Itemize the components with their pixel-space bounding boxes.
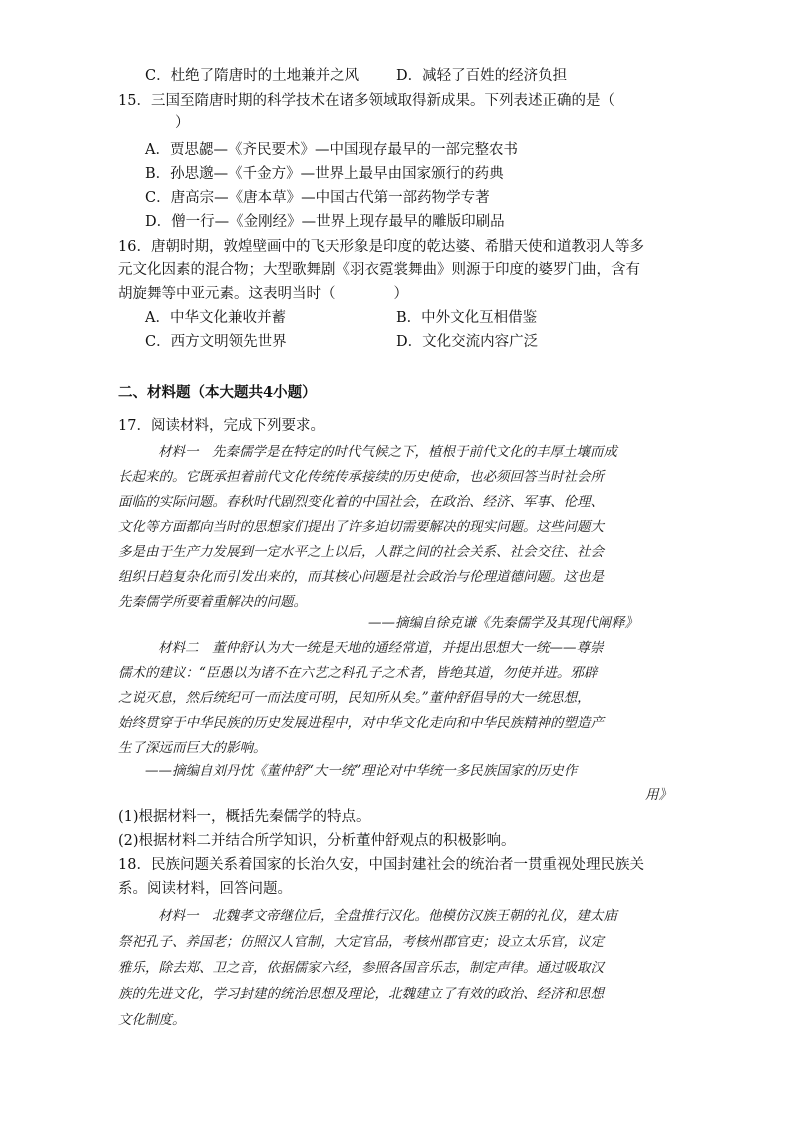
q17-material-2-line: 儒术的建议：“臣愚以为诸不在六艺之科孔子之术者，皆绝其道，勿使并进。邪辟: [118, 665, 598, 681]
q15-option-d: D．僧一行—《金刚经》—世界上现存最早的雕版印刷品: [145, 214, 505, 230]
q17-material-2-line: 材料二 董仲舒认为大一统是天地的通经常道，并提出思想大一统——尊崇: [158, 640, 604, 656]
q18-stem: 18．民族问题关系着国家的长治久安，中国封建社会的统治者一贯重视处理民族关: [118, 857, 644, 873]
q17-material-1-line: 多是由于生产力发展到一定水平之上以后，人群之间的社会关系、社会交往、社会: [118, 544, 604, 560]
q18-stem-2: 系。阅读材料，回答问题。: [118, 881, 292, 897]
q16-option-b: B．中外文化互相借鉴: [396, 310, 538, 326]
q16-option-a: A．中华文化兼收并蓄: [145, 310, 286, 326]
q18-material-1-line: 材料一 北魏孝文帝继位后，全盘推行汉化。他模仿汉族王朝的礼仪，建太庙: [158, 908, 617, 924]
q17-material-2-line: 生了深远而巨大的影响。: [118, 740, 267, 756]
q18-material-1-line: 文化制度。: [118, 1012, 186, 1028]
q18-material-1-line: 祭祀孔子、养国老；仿照汉人官制，大定官品，考核州郡官吏；设立太乐官，议定: [118, 934, 604, 950]
q15-option-c: C．唐高宗—《唐本草》—中国古代第一部药物学专著: [145, 190, 490, 206]
q17-material-1-line: 先秦儒学所要着重解决的问题。: [118, 594, 307, 610]
q17-material-1-line: 组织日趋复杂化而引发出来的，而其核心问题是社会政治与伦理道德问题。这也是: [118, 569, 604, 585]
q15-option-a: A．贾思勰—《齐民要术》—中国现存最早的一部完整农书: [145, 142, 518, 158]
q17-sub-question-2: (2)根据材料二并结合所学知识，分析董仲舒观点的积极影响。: [118, 833, 516, 849]
q15-stem-cont: ）: [175, 115, 190, 131]
q17-material-2-source: ——摘编自刘丹忱《董仲舒“大一统”理论对中华统一多民族国家的历史作: [145, 763, 578, 779]
q16-option-c: C．西方文明领先世界: [145, 334, 287, 350]
q18-material-1-line: 族的先进文化，学习封建的统治思想及理论，北魏建立了有效的政治、经济和思想: [118, 986, 604, 1002]
section-heading: 二、材料题（本大题共4小题）: [118, 384, 317, 401]
q17-stem: 17．阅读材料，完成下列要求。: [118, 418, 325, 434]
q17-material-1-line: 长起来的。它既承担着前代文化传统传承接续的历史使命，也必须回答当时社会所: [118, 469, 604, 485]
q14-option-c: C．杜绝了隋唐时的土地兼并之风: [145, 68, 360, 84]
q17-sub-question-1: (1)根据材料一，概括先秦儒学的特点。: [118, 809, 371, 825]
q14-option-d: D．减轻了百姓的经济负担: [396, 68, 568, 84]
q15-option-b: B．孙思邈—《千金方》—世界上最早由国家颁行的药典: [145, 166, 504, 182]
q17-material-2-line: 之说灭息，然后统纪可一而法度可明，民知所从矣。”董仲舒倡导的大一统思想，: [118, 690, 591, 706]
q16-option-d: D．文化交流内容广泛: [396, 334, 539, 350]
q17-material-2-line: 始终贯穿于中华民族的历史发展进程中，对中华文化走向和中华民族精神的塑造产: [118, 715, 604, 731]
q17-material-1-line: 材料一 先秦儒学是在特定的时代气候之下，植根于前代文化的丰厚土壤而成: [158, 444, 617, 460]
q17-material-1-line: 面临的实际问题。春秋时代剧烈变化着的中国社会，在政治、经济、军事、伦理、: [118, 494, 604, 510]
q17-material-1-line: 文化等方面都向当时的思想家们提出了许多迫切需要解决的现实问题。这些问题大: [118, 519, 604, 535]
q17-material-1-source: ——摘编自徐克谦《先秦儒学及其现代阐释》: [368, 615, 638, 631]
q17-material-2-source-cont: 用》: [645, 787, 672, 803]
q16-stem: 16．唐朝时期，敦煌壁画中的飞天形象是印度的乾达婆、希腊天使和道教羽人等多: [118, 239, 644, 255]
q15-stem: 15．三国至隋唐时期的科学技术在诸多领域取得新成果。下列表述正确的是（: [118, 93, 615, 109]
q18-material-1-line: 雅乐，除去郑、卫之音，依据儒家六经，参照各国音乐志，制定声律。通过吸取汉: [118, 960, 604, 976]
q16-stem-3: 胡旋舞等中亚元素。这表明当时（ ）: [118, 286, 408, 302]
q16-stem-2: 元文化因素的混合物；大型歌舞剧《羽衣霓裳舞曲》则源于印度的婆罗门曲，含有: [118, 262, 640, 278]
